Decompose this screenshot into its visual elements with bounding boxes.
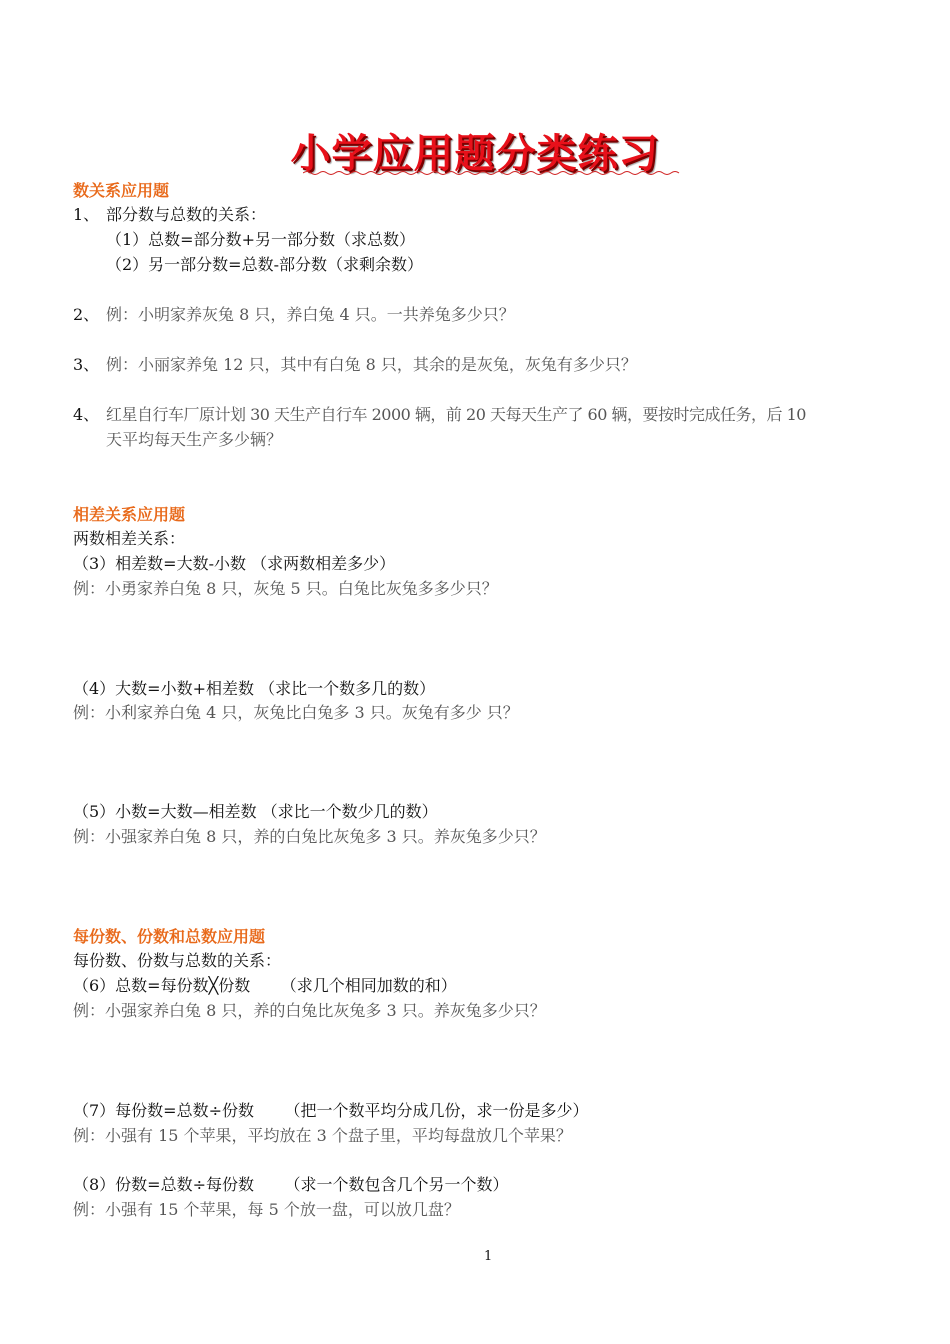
example-text: 例：小勇家养白兔 8 只，灰兔 5 只。白兔比灰兔多多少只？ [73,579,498,598]
example-text: 天平均每天生产多少辆？ [106,430,283,449]
page-number: 1 [484,1249,493,1264]
example-text: 例：小强有 15 个苹果，每 5 个放一盘，可以放几盘？ [73,1200,460,1219]
example-text: 例：小强家养白兔 8 只，养的白兔比灰兔多 3 只。养灰兔多少只？ [73,827,546,846]
formula-line: （6）总数=每份数╳份数 （求几个相同加数的和） [73,976,457,995]
example-text: 例：小丽家养兔 12 只，其中有白兔 8 只，其余的是灰兔，灰兔有多少只？ [106,355,637,374]
example-text: 例：小明家养灰兔 8 只，养白兔 4 只。一共养兔多少只？ [106,305,515,324]
section-intro: 每份数、份数与总数的关系： [73,951,282,970]
item-number: 3、 [73,355,100,374]
title-wavy-underline [303,170,681,176]
example-text: 红星自行车厂原计划 30 天生产自行车 2000 辆，前 20 天每天生产了 60 辆，要按时完成任务，后 10 [106,405,806,424]
formula-line: （4）大数=小数+相差数 （求比一个数多几的数） [73,679,436,698]
formula-line: （2）另一部分数=总数-部分数（求剩余数） [106,255,423,274]
example-text: 例：小强有 15 个苹果，平均放在 3 个盘子里，平均每盘放几个苹果？ [73,1126,572,1145]
item-number: 1、 [73,205,100,224]
formula-line: （5）小数=大数—相差数 （求比一个数少几的数） [73,802,438,821]
section-intro: 两数相差关系： [73,529,186,548]
section-heading-per-part-relation: 每份数、份数和总数应用题 [73,927,266,946]
formula-line: （1）总数=部分数+另一部分数（求总数） [106,230,415,249]
formula-line: （7）每份数=总数÷份数 （把一个数平均分成几份，求一份是多少） [73,1101,589,1120]
page-title: 小学应用题分类练习 [290,131,660,177]
item-number: 2、 [73,305,100,324]
item-number: 4、 [73,405,100,424]
section-heading-quantity-relation: 数关系应用题 [73,181,170,200]
example-text: 例：小利家养白兔 4 只，灰兔比白兔多 3 只。灰兔有多少 只？ [73,703,519,722]
example-text: 例：小强家养白兔 8 只，养的白兔比灰兔多 3 只。养灰兔多少只？ [73,1001,546,1020]
section-heading-difference-relation: 相差关系应用题 [73,505,186,524]
formula-line: （3）相差数=大数-小数 （求两数相差多少） [73,554,396,573]
formula-line: （8）份数=总数÷每份数 （求一个数包含几个另一个数） [73,1175,509,1194]
item-text: 部分数与总数的关系： [106,205,267,224]
